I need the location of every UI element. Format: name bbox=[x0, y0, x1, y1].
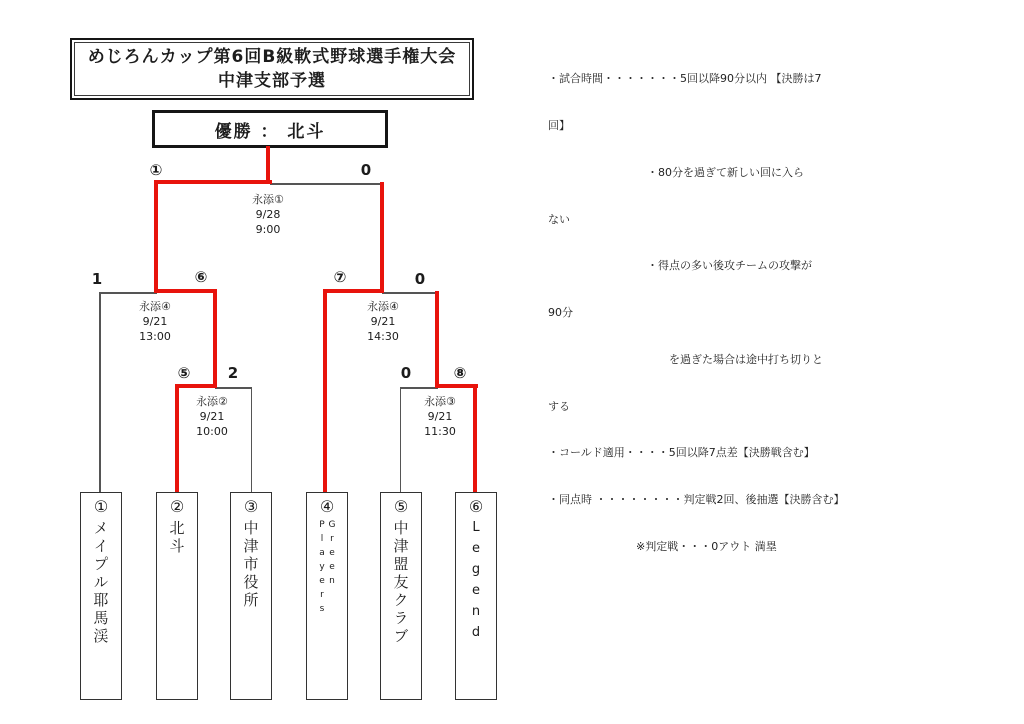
score-semiright-left: ⑦ bbox=[333, 268, 347, 286]
rule-line: ・80分を過ぎて新しい回に入ら bbox=[548, 165, 804, 179]
match-label-semiright bbox=[333, 299, 433, 344]
team-box-nakatsu-meiyu-club bbox=[380, 492, 422, 700]
team-name: 北斗 bbox=[167, 520, 186, 556]
team-seed: ② bbox=[169, 497, 185, 516]
title-line-1: めじろんカップ第6回B級軟式野球選手権大会 bbox=[87, 47, 457, 67]
team-seed: ⑥ bbox=[468, 497, 484, 516]
winner-path-quarterright-horizontal bbox=[435, 384, 478, 388]
team-box-legend bbox=[455, 492, 497, 700]
bracket-line-quarterleft-horizontal bbox=[215, 387, 252, 389]
winner-path-semileft-riser bbox=[154, 182, 158, 293]
score-quarterleft-left: ⑤ bbox=[177, 364, 191, 382]
team-name: Legend bbox=[468, 520, 484, 646]
winner-path-champion-riser bbox=[266, 146, 270, 184]
winner-path-semileft-horizontal bbox=[154, 289, 217, 293]
score-quarterright-right: ⑧ bbox=[453, 364, 467, 382]
team-name: メイプル耶馬渓 bbox=[91, 520, 110, 646]
score-semileft-right: ⑥ bbox=[194, 268, 208, 286]
match-time: 13:00 bbox=[139, 330, 171, 343]
title-line-2: 中津支部予選 bbox=[218, 71, 326, 91]
rules-text bbox=[548, 40, 878, 570]
winner-path-semiright-riser bbox=[380, 182, 384, 293]
team-box-green-players bbox=[306, 492, 348, 700]
team-name: 中津市役所 bbox=[241, 520, 260, 610]
bracket-line-semileft-horizontal bbox=[99, 292, 157, 294]
bracket-line-team1-riser bbox=[99, 293, 101, 492]
winner-path-quarterright-riser bbox=[435, 291, 439, 388]
team-name: Green Players bbox=[317, 520, 337, 618]
bracket-line-final-horizontal bbox=[270, 183, 382, 185]
score-final-left: ① bbox=[149, 161, 163, 179]
winner-path-team4-riser bbox=[323, 291, 327, 492]
match-date: 9/28 bbox=[255, 208, 281, 221]
team-box-hokuto bbox=[156, 492, 198, 700]
rule-line: ・得点の多い後攻チームの攻撃が bbox=[548, 259, 812, 273]
match-label-semileft bbox=[105, 299, 205, 344]
winner-path-semiright-horizontal bbox=[323, 289, 384, 293]
rule-line: 90分 bbox=[548, 306, 573, 320]
rule-line: ない bbox=[548, 212, 570, 226]
rule-line: を過ぎた場合は途中打ち切りと bbox=[548, 352, 823, 366]
rule-line: ・試合時間・・・・・・・5回以降90分以内 【決勝は7 bbox=[548, 72, 822, 86]
match-label-quarterleft bbox=[162, 394, 262, 439]
match-label-quarterright bbox=[390, 394, 490, 439]
bracket-line-semiright-horizontal bbox=[382, 292, 439, 294]
team-box-nakatsu-shiyakusho bbox=[230, 492, 272, 700]
team-name: 中津盟友クラブ bbox=[391, 520, 410, 646]
team-seed: ⑤ bbox=[393, 497, 409, 516]
match-venue: 永添④ bbox=[367, 300, 399, 313]
tournament-title bbox=[74, 42, 470, 96]
match-venue: 永添② bbox=[196, 395, 228, 408]
team-seed: ④ bbox=[319, 497, 335, 516]
rule-line: ・同点時 ・・・・・・・・判定戦2回、後抽選【決勝含む】 bbox=[548, 493, 845, 507]
score-semileft-left: 1 bbox=[91, 270, 103, 288]
match-date: 9/21 bbox=[142, 315, 168, 328]
match-date: 9/21 bbox=[370, 315, 396, 328]
match-date: 9/21 bbox=[199, 410, 225, 423]
rule-line: ※判定戦・・・0アウト 満塁 bbox=[548, 540, 777, 553]
match-venue: 永添③ bbox=[424, 395, 456, 408]
score-semiright-right: 0 bbox=[414, 270, 426, 288]
winner-path-quarterleft-horizontal bbox=[175, 384, 217, 388]
champion-label: 優勝 ： 北斗 bbox=[214, 121, 326, 142]
match-date: 9/21 bbox=[427, 410, 453, 423]
match-time: 11:30 bbox=[424, 425, 456, 438]
match-time: 9:00 bbox=[255, 223, 281, 236]
champion-box bbox=[152, 110, 388, 148]
rule-line: ・コールド適用・・・・5回以降7点差【決勝戦含む】 bbox=[548, 446, 815, 460]
rule-line: する bbox=[548, 399, 570, 413]
match-label-final bbox=[218, 192, 318, 237]
score-quarterright-left: 0 bbox=[400, 364, 412, 382]
rule-line: 回】 bbox=[548, 118, 570, 132]
tournament-title-box bbox=[70, 38, 474, 100]
bracket-line-quarterright-horizontal bbox=[400, 387, 438, 389]
winner-path-final-horizontal bbox=[154, 180, 272, 184]
winner-path-quarterleft-riser bbox=[213, 291, 217, 388]
match-time: 14:30 bbox=[367, 330, 399, 343]
score-final-right: 0 bbox=[360, 161, 372, 179]
match-venue: 永添① bbox=[252, 193, 284, 206]
match-venue: 永添④ bbox=[139, 300, 171, 313]
team-box-maple-yabakei bbox=[80, 492, 122, 700]
team-seed: ③ bbox=[243, 497, 259, 516]
match-time: 10:00 bbox=[196, 425, 228, 438]
score-quarterleft-right: 2 bbox=[227, 364, 239, 382]
team-seed: ① bbox=[93, 497, 109, 516]
